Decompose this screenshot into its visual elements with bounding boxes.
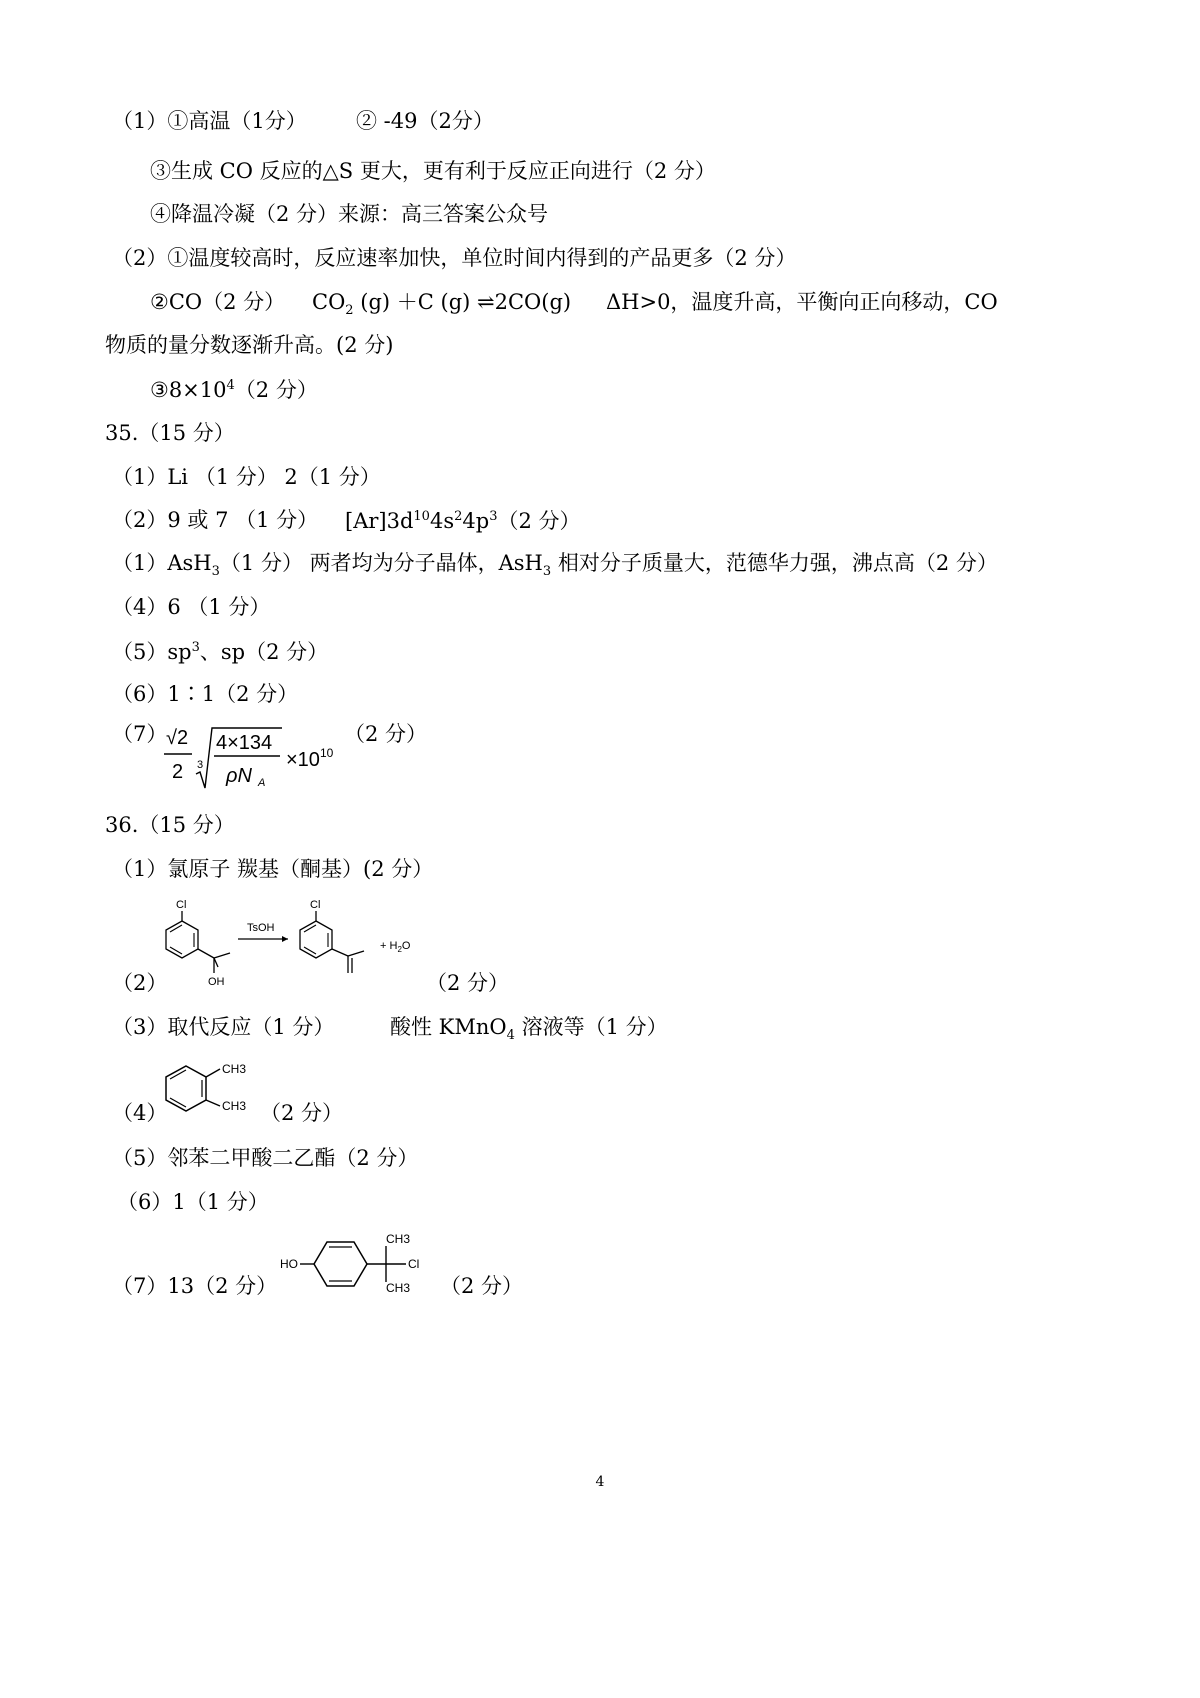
q35-line4: （4）6 （1 分） xyxy=(112,595,271,619)
q34-part2-b4: ΔH>0，温度升高，平衡向正向移动，CO xyxy=(606,290,998,314)
page-number: 4 xyxy=(595,1474,605,1490)
q36-line6: （6）1（1 分） xyxy=(117,1190,269,1214)
q35-electron-config: $[Ar]3d^{10}4s^24p^3(2$ 分） xyxy=(345,509,581,533)
q35-line7-label: （7） xyxy=(112,722,168,746)
q34-part2-d: $③8\times 10^4(2$ 分） xyxy=(150,378,318,402)
q36-line2-label: （2） xyxy=(112,971,168,995)
formula-den2: ρN xyxy=(226,765,252,787)
formula-num1: √2 xyxy=(166,727,189,749)
q34-equation: $CO_2$ (g) ＋C (g) ⇌2CO(g) xyxy=(312,290,572,319)
water-label: + $H_2O$ xyxy=(380,940,411,954)
formula-num2: 4×134 xyxy=(216,732,273,754)
q35-line5: $(5)sp^3$、sp（2 分） xyxy=(112,640,329,664)
q35-line7-score: （2 分） xyxy=(344,722,428,746)
q36-reaction-scheme xyxy=(150,893,440,1003)
q35-line1: （1）Li （1 分） 2（1 分） xyxy=(112,465,381,489)
q36-line4-score: （2 分） xyxy=(260,1101,344,1125)
q36-xylene-structure xyxy=(156,1052,256,1132)
arrow-reagent: TsOH xyxy=(247,922,275,934)
q36-line2-score: （2 分） xyxy=(426,971,510,995)
ch3-top-label: CH3 xyxy=(222,1062,247,1076)
ch3-upper-label: CH3 xyxy=(386,1232,411,1246)
q35-line2a: （2）9 或 7 （1 分） xyxy=(112,508,319,532)
q34-part2-c: 物质的量分数逐渐升高。(2 分) xyxy=(105,333,394,357)
q34-part1-c: ③生成 CO 反应的△S 更大，更有利于反应正向进行（2 分） xyxy=(150,159,716,183)
q34-part1-b: ② -49（2分） xyxy=(356,109,494,133)
reactant-oh-label: OH xyxy=(208,976,225,988)
q36-line3b: 酸性 KMnO$_4$ 溶液等（1 分） xyxy=(390,1015,668,1044)
q36-line7-score: （2 分） xyxy=(440,1274,524,1298)
q35-title: 35.（15 分） xyxy=(105,421,235,445)
q36-line7-label: （7）13（2 分） xyxy=(112,1274,278,1298)
formula-mult: ×10 xyxy=(286,749,320,771)
q34-part2-a: （2）①温度较高时，反应速率加快，单位时间内得到的产品更多（2 分） xyxy=(112,246,797,270)
reactant-cl-label: Cl xyxy=(176,899,187,911)
q35-line3: （1）AsH$_3$（1 分） 两者均为分子晶体，AsH$_3$ 相对分子质量大，范德华力强，沸点高（2 分） xyxy=(112,551,998,580)
q36-title: 36.（15 分） xyxy=(105,813,235,837)
q36-line4-label: （4） xyxy=(112,1101,168,1125)
ho-label: HO xyxy=(280,1257,298,1271)
ch3-bottom-label: CH3 xyxy=(222,1099,247,1113)
cl-label: Cl xyxy=(408,1257,420,1271)
formula-mult-sup: 10 xyxy=(320,746,334,760)
q36-line3a: （3）取代反应（1 分） xyxy=(112,1015,335,1039)
q36-line1: （1）氯原子 羰基（酮基）(2 分） xyxy=(112,857,434,881)
formula-den1: 2 xyxy=(172,761,184,783)
q35-formula xyxy=(160,722,350,794)
formula-den2-sub: A xyxy=(258,777,266,789)
product-cl-label: Cl xyxy=(310,899,321,911)
q34-part1-a: （1）①高温（1分） xyxy=(112,109,307,133)
ch3-lower-label: CH3 xyxy=(386,1281,411,1295)
q36-line5: （5）邻苯二甲酸二乙酯（2 分） xyxy=(112,1146,419,1170)
formula-root-index: 3 xyxy=(197,759,204,771)
q34-part1-d: ④降温冷凝（2 分）来源：高三答案公众号 xyxy=(150,202,549,226)
q34-part2-b1: ②CO（2 分） xyxy=(150,290,286,314)
q35-line6: （6）1∶1（2 分） xyxy=(112,682,299,706)
q36-phenol-structure xyxy=(278,1228,438,1298)
